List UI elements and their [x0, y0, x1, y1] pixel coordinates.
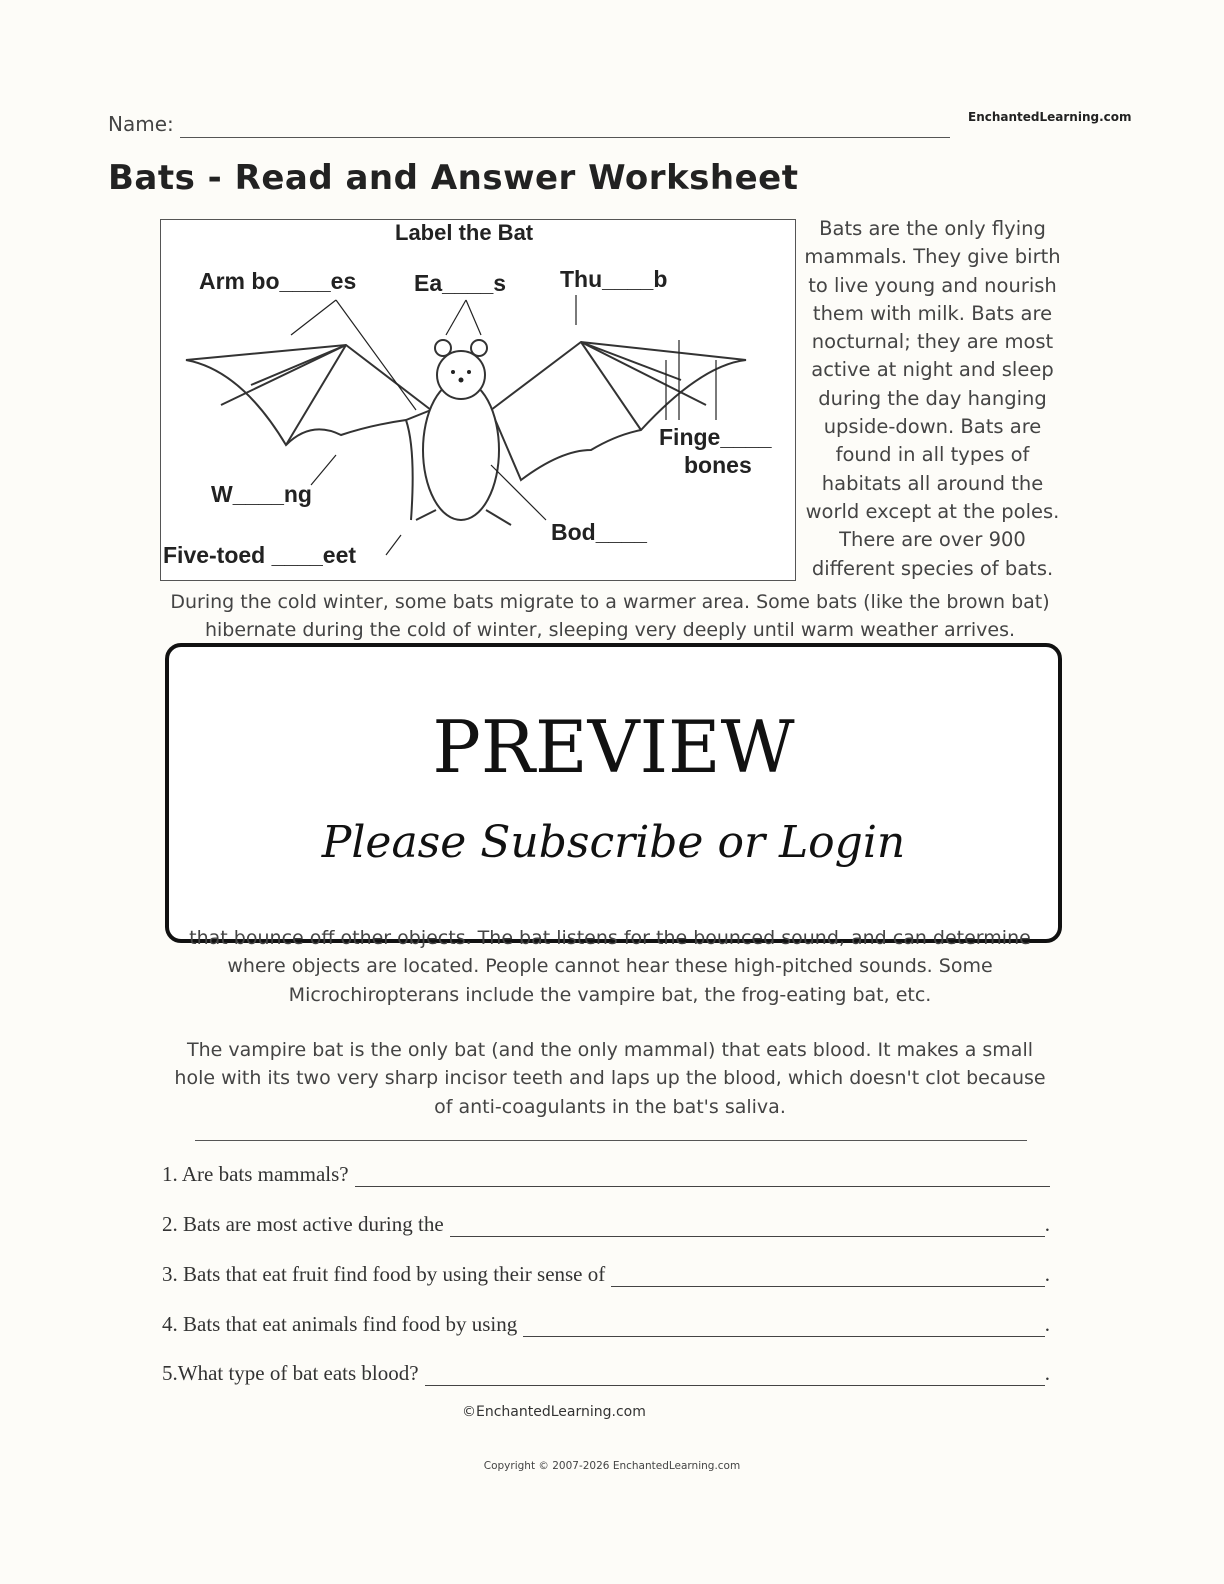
question-end: .	[1044, 1361, 1050, 1385]
separator	[195, 1140, 1027, 1141]
winter-paragraph: During the cold winter, some bats migrate to a warmer area. Some bats (like the brown bat) hibernate during the cold of winter, sleeping very deeply until warm weather arrives.	[170, 591, 1050, 642]
intro-text: Bats are the only flying mammals. They give birth to live young and nourish them with milk. Bats are nocturnal; they are most active at night and sleep during the day hanging upside-down. Bats are found in all types of habitats all around the world except at the poles. There are over 900 different species of bats.	[804, 217, 1061, 580]
question-end: .	[1044, 1212, 1050, 1236]
question-4	[162, 1312, 1050, 1337]
figure-title: Label the Bat	[395, 220, 534, 245]
name-label: Name:	[108, 112, 174, 136]
question-text: 2. Bats are most active during the	[162, 1212, 444, 1236]
question-end: .	[1044, 1312, 1050, 1336]
question-1	[162, 1162, 1050, 1187]
label-finger-bones-2: bones	[684, 452, 752, 478]
answer-line-2[interactable]	[450, 1216, 1045, 1237]
preview-title: PREVIEW	[432, 705, 795, 789]
question-end: .	[1044, 1262, 1050, 1286]
preview-subtitle[interactable]: Please Subscribe or Login	[321, 817, 906, 868]
answer-line-4[interactable]	[523, 1316, 1045, 1337]
answer-line-1[interactable]	[355, 1166, 1050, 1187]
label-thumb: Thu____b	[560, 266, 668, 292]
question-3	[162, 1262, 1050, 1287]
question-text: 5.What type of bat eats blood?	[162, 1361, 419, 1385]
question-text: 4. Bats that eat animals find food by using	[162, 1312, 518, 1336]
label-arm-bones: Arm bo____es	[199, 268, 357, 294]
answer-line-3[interactable]	[611, 1266, 1045, 1287]
page-title: Bats - Read and Answer Worksheet	[108, 158, 799, 198]
echolocation-paragraph: that bounce off other objects. The bat listens for the bounced sound, and can determine where objects are located. People cannot hear these high-pitched sounds. Some Microchiropterans include the vampire bat, the frog-eating bat, etc.	[189, 927, 1031, 1006]
worksheet-copyright: ©EnchantedLearning.com	[462, 1404, 646, 1420]
label-wing: W____ng	[211, 481, 312, 507]
label-feet: Five-toed ____eet	[163, 542, 357, 568]
bat-diagram	[160, 219, 796, 581]
label-ears: Ea____s	[414, 270, 507, 296]
question-text: 3. Bats that eat fruit find food by using their sense of	[162, 1262, 606, 1286]
page-footer[interactable]: Copyright © 2007-2026 EnchantedLearning.com	[483, 1460, 741, 1472]
question-2	[162, 1212, 1050, 1237]
label-finger-bones-1: Finge____	[659, 424, 772, 450]
answer-line-5[interactable]	[425, 1365, 1045, 1386]
name-line[interactable]	[180, 137, 950, 138]
question-text: 1. Are bats mammals?	[162, 1162, 349, 1186]
preview-overlay[interactable]	[165, 643, 1062, 943]
label-body: Bod____	[551, 519, 647, 545]
site-logo[interactable]: EnchantedLearning.com	[968, 110, 1132, 124]
vampire-paragraph: The vampire bat is the only bat (and the only mammal) that eats blood. It makes a small hole with its two very sharp incisor teeth and laps up the blood, which doesn't clot because of anti-coagulants in the bat's saliva.	[174, 1039, 1046, 1118]
question-5	[162, 1361, 1050, 1386]
